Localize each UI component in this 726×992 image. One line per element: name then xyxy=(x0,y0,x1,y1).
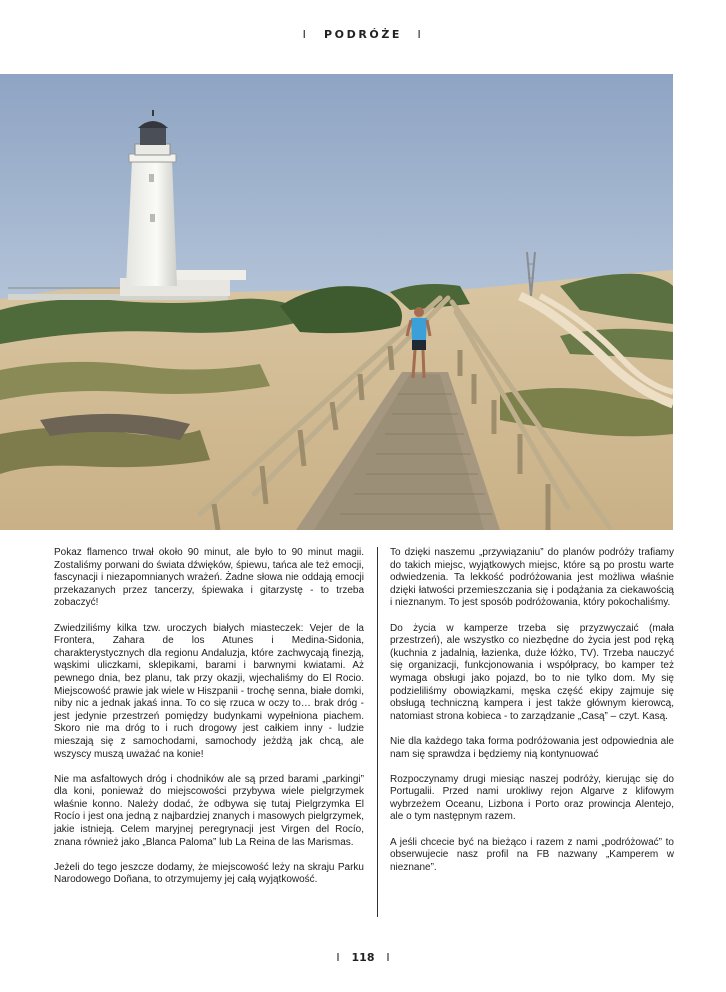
footer-bar-left: I xyxy=(336,951,340,964)
section-header xyxy=(0,28,726,41)
paragraph: Nie dla każdego taka forma podróżowania jest odpowiednia ale nam się sprawdza i będziemy nią kontynuować xyxy=(390,735,674,760)
article-column-right xyxy=(390,547,674,887)
column-divider xyxy=(377,547,378,917)
article-column-left xyxy=(54,547,364,900)
paragraph: Rozpoczynamy drugi miesiąc naszej podróży, kierując się do Portugalii. Przed nami urokliwy rejon Algarve z klifowym wybrzeżem Oceanu, Lizbona i Porto oraz prowincja Alentejo, ale o tym następnym razem. xyxy=(390,773,674,823)
paragraph: Pokaz flamenco trwał około 90 minut, ale było to 90 minut magii. Zostaliśmy porwani do świata dźwięków, śpiewu, tańca ale też emocji, fascynacji i niezapomnianych wrażeń. Żadne słowa nie oddają emocji przekazanych przez tancerzy, śpiewaka i gitarzystę - to trzeba zobaczyć! xyxy=(54,547,364,609)
page-number: 118 xyxy=(351,951,375,964)
paragraph: To dzięki naszemu „przywiązaniu” do planów podróży trafiamy do takich miejsc, wyjątkowych miejsc, które są po prostu warte odwiedzenia. Ta lekkość podróżowania jest możliwa właśnie dzięki łatwości przemieszczania się i podążania za ciekawością i nieznanym. To jest sposób podróżowania, który pokochaliśmy. xyxy=(390,547,674,609)
footer-bar-right: I xyxy=(386,951,390,964)
paragraph: A jeśli chcecie być na bieżąco i razem z nami „podróżować” to obserwujecie nasz profil na FB nazwany „Kamperem w nieznane”. xyxy=(390,836,674,873)
lighthouse-boardwalk-photo xyxy=(0,74,673,530)
header-bar-right: I xyxy=(417,28,424,41)
paragraph: Zwiedziliśmy kilka tzw. uroczych białych miasteczek: Vejer de la Frontera, Zahara de los Atunes i Medina-Sidonia, charakterystycznych dla regionu Andaluzja, które zachwycają finezją, wąskimi uliczkami, sklepikami, barami i barwnymi kwiatami. Aż pewnego dnia, bez planu, tak przy okazji, wjechaliśmy do El Rocio. Miejscowość prawie jak wiele w Hiszpanii - trochę senna, białe domki, niby nic a jednak jakaś inna. To co się rzuca w oczy to… brak dróg - jest jedynie przestrzeń pomiędzy budynkami wypełniona piachem. Skoro nie ma dróg to i ruch drogowy jest całkiem inny - ludzie mieszają się z samochodami, samochody jeżdżą jak chcą, ale wszyscy muszą uważać na konie! xyxy=(54,622,364,760)
paragraph: Jeżeli do tego jeszcze dodamy, że miejscowość leży na skraju Parku Narodowego Doñana, to otrzymujemy jej całą wyjątkowość. xyxy=(54,861,364,886)
header-bar-left: I xyxy=(302,28,309,41)
paragraph: Nie ma asfaltowych dróg i chodników ale są przed barami „parkingi” dla koni, ponieważ do miejscowości przybywa wiele pielgrzymek właśnie konno. Należy dodać, że odbywa się tutaj Pielgrzymka El Rocío i jest ona jedną z najbardziej znanych i masowych pielgrzymek, jakie istnieją. Celem maryjnej peregrynacji jest Virgen del Rocío, znana również jako „Blanca Paloma” lub La Reina de las Marismas. xyxy=(54,773,364,848)
page-footer xyxy=(0,951,726,964)
paragraph: Do życia w kamperze trzeba się przyzwyczaić (mała przestrzeń), ale wszystko co niezbędne do życia jest pod ręką (kuchnia z jadalnią, łazienka, duże łóżko, TV). Trzeba nauczyć się organizacji, funkcjonowania i współpracy, bo kamper też wymaga obsługi jako pojazd, bo to nie tylko dom. My się podzieliliśmy obowiązkami, męska część ekipy zajmuje się obsługą techniczną kampera i jest także głównym kierowcą, natomiast strona kobieca - to zarządzanie „Casą” – czyt. Kasą. xyxy=(390,622,674,722)
section-title: PODRÓŻE xyxy=(323,28,403,41)
